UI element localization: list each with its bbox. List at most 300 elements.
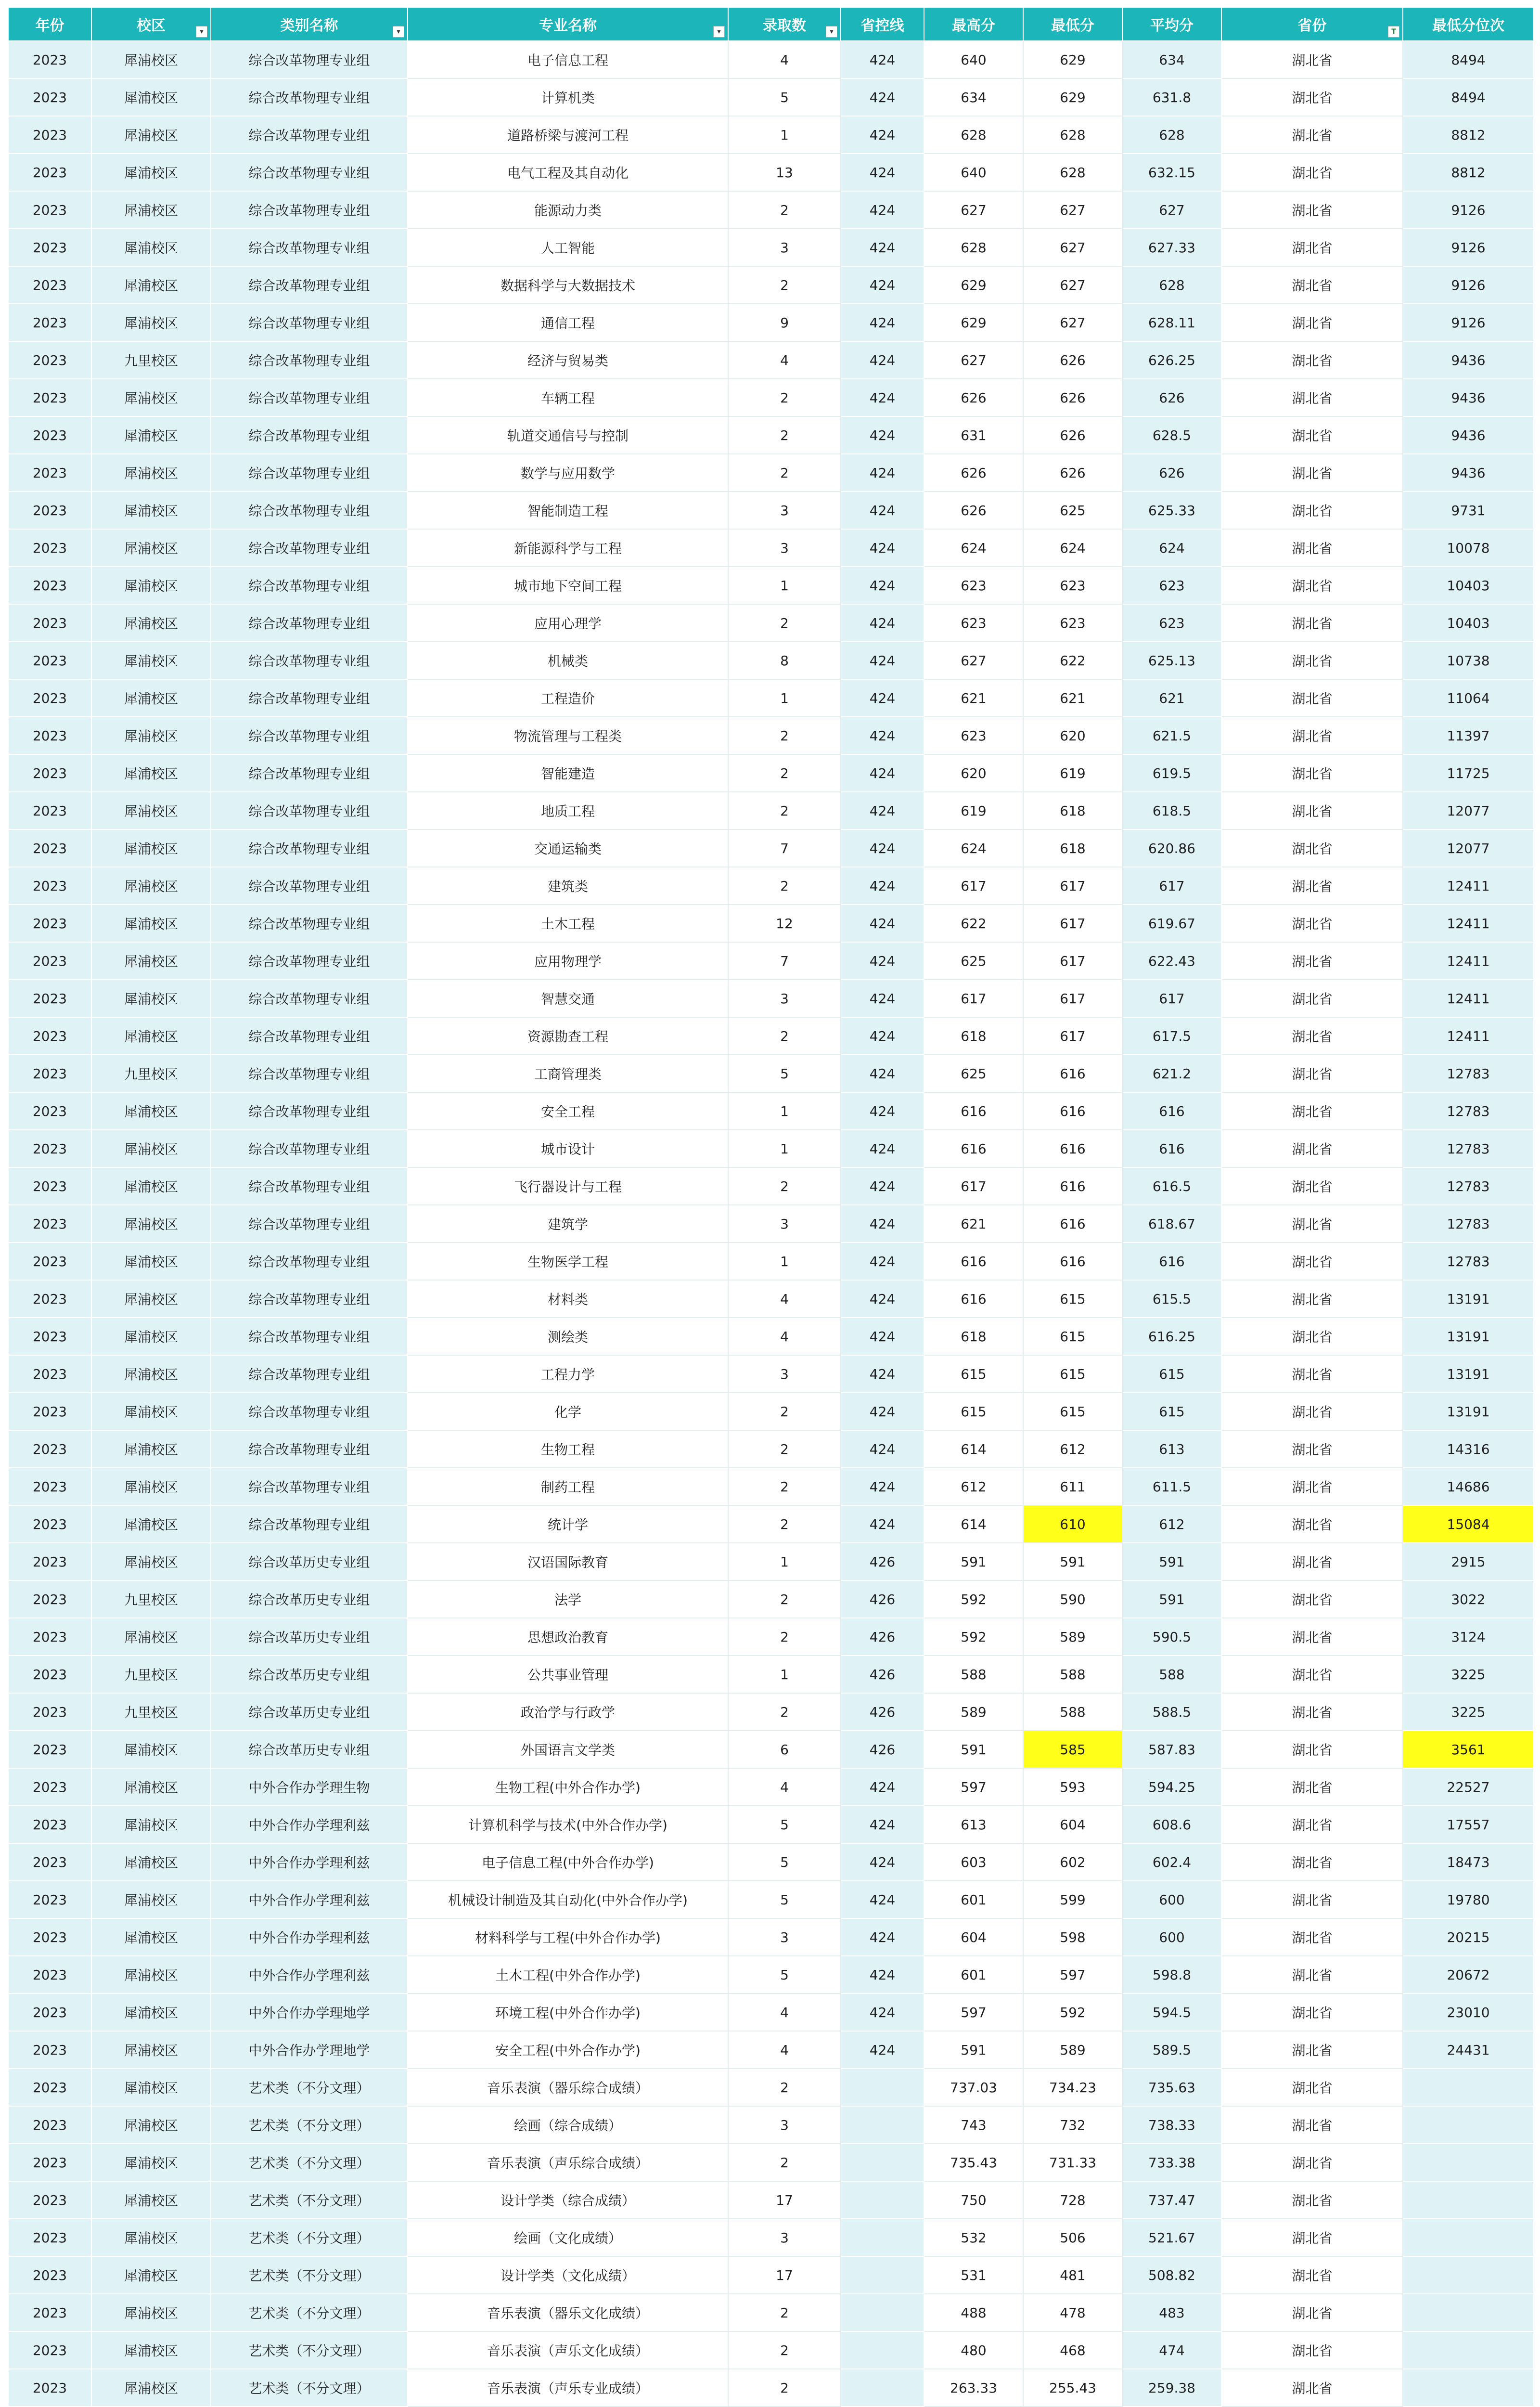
cell-control-line[interactable]: 424 [841,78,924,116]
cell-avg-score[interactable]: 618.67 [1122,1205,1221,1242]
cell-year[interactable]: 2023 [8,1993,91,2031]
cell-campus[interactable]: 犀浦校区 [91,1318,211,1355]
cell-campus[interactable]: 犀浦校区 [91,191,211,229]
cell-category[interactable]: 综合改革物理专业组 [211,1505,408,1543]
cell-min-rank[interactable]: 8494 [1403,78,1534,116]
cell-avg-score[interactable]: 613 [1122,1430,1221,1468]
cell-province[interactable]: 湖北省 [1221,2256,1403,2294]
cell-campus[interactable]: 犀浦校区 [91,229,211,266]
cell-province[interactable]: 湖北省 [1221,2181,1403,2219]
cell-min-score[interactable]: 617 [1023,942,1122,980]
cell-control-line[interactable]: 426 [841,1580,924,1618]
cell-year[interactable]: 2023 [8,379,91,416]
cell-avg-score[interactable]: 588.5 [1122,1693,1221,1731]
cell-avg-score[interactable]: 600 [1122,1881,1221,1918]
cell-year[interactable]: 2023 [8,529,91,567]
cell-admitted[interactable]: 2 [728,1693,841,1731]
cell-avg-score[interactable]: 738.33 [1122,2106,1221,2144]
cell-avg-score[interactable]: 602.4 [1122,1843,1221,1881]
cell-province[interactable]: 湖北省 [1221,942,1403,980]
cell-admitted[interactable]: 5 [728,1881,841,1918]
cell-admitted[interactable]: 2 [728,1505,841,1543]
cell-campus[interactable]: 犀浦校区 [91,2106,211,2144]
cell-province[interactable]: 湖北省 [1221,1318,1403,1355]
cell-campus[interactable]: 犀浦校区 [91,116,211,154]
cell-min-rank[interactable]: 17557 [1403,1806,1534,1843]
cell-province[interactable]: 湖北省 [1221,717,1403,754]
cell-min-rank[interactable]: 10403 [1403,604,1534,642]
cell-major[interactable]: 工程造价 [408,679,728,717]
cell-min-score[interactable]: 734.23 [1023,2069,1122,2106]
cell-admitted[interactable]: 4 [728,1768,841,1806]
cell-avg-score[interactable]: 617 [1122,980,1221,1017]
cell-control-line[interactable]: 424 [841,1468,924,1505]
cell-max-score[interactable]: 629 [924,304,1023,341]
cell-major[interactable]: 轨道交通信号与控制 [408,416,728,454]
cell-avg-score[interactable]: 615 [1122,1355,1221,1393]
cell-province[interactable]: 湖北省 [1221,2069,1403,2106]
cell-province[interactable]: 湖北省 [1221,1280,1403,1318]
cell-campus[interactable]: 犀浦校区 [91,1881,211,1918]
cell-campus[interactable]: 犀浦校区 [91,829,211,867]
cell-category[interactable]: 综合改革物理专业组 [211,116,408,154]
cell-control-line[interactable] [841,2181,924,2219]
cell-campus[interactable]: 犀浦校区 [91,604,211,642]
cell-major[interactable]: 应用物理学 [408,942,728,980]
cell-admitted[interactable]: 2 [728,379,841,416]
cell-campus[interactable]: 犀浦校区 [91,304,211,341]
cell-province[interactable]: 湖北省 [1221,2294,1403,2331]
cell-min-rank[interactable]: 10403 [1403,567,1534,604]
cell-min-score[interactable]: 599 [1023,1881,1122,1918]
cell-major[interactable]: 统计学 [408,1505,728,1543]
cell-major[interactable]: 土木工程(中外合作办学) [408,1956,728,1993]
cell-major[interactable]: 公共事业管理 [408,1656,728,1693]
cell-min-score[interactable]: 618 [1023,792,1122,829]
cell-year[interactable]: 2023 [8,1843,91,1881]
cell-category[interactable]: 艺术类（不分文理） [211,2331,408,2369]
cell-major[interactable]: 外国语言文学类 [408,1731,728,1768]
cell-year[interactable]: 2023 [8,1806,91,1843]
cell-category[interactable]: 综合改革物理专业组 [211,529,408,567]
cell-province[interactable]: 湖北省 [1221,642,1403,679]
cell-province[interactable]: 湖北省 [1221,1993,1403,2031]
cell-year[interactable]: 2023 [8,1167,91,1205]
cell-campus[interactable]: 犀浦校区 [91,1768,211,1806]
cell-category[interactable]: 综合改革历史专业组 [211,1656,408,1693]
cell-min-rank[interactable]: 8812 [1403,116,1534,154]
cell-province[interactable]: 湖北省 [1221,266,1403,304]
cell-admitted[interactable]: 5 [728,1956,841,1993]
cell-campus[interactable]: 犀浦校区 [91,492,211,529]
cell-min-score[interactable]: 468 [1023,2331,1122,2369]
cell-min-rank[interactable]: 12077 [1403,792,1534,829]
cell-control-line[interactable]: 424 [841,867,924,905]
cell-max-score[interactable]: 626 [924,454,1023,492]
cell-province[interactable]: 湖北省 [1221,604,1403,642]
cell-min-rank[interactable]: 9436 [1403,454,1534,492]
cell-admitted[interactable]: 3 [728,2106,841,2144]
cell-major[interactable]: 物流管理与工程类 [408,717,728,754]
cell-min-score[interactable]: 615 [1023,1355,1122,1393]
cell-category[interactable]: 综合改革物理专业组 [211,754,408,792]
cell-year[interactable]: 2023 [8,2369,91,2407]
cell-min-rank[interactable]: 12411 [1403,1017,1534,1055]
filter-dropdown-icon[interactable]: ▾ [826,26,837,38]
cell-campus[interactable]: 九里校区 [91,1580,211,1618]
cell-admitted[interactable]: 2 [728,2294,841,2331]
cell-control-line[interactable]: 424 [841,642,924,679]
cell-admitted[interactable]: 3 [728,529,841,567]
cell-province[interactable]: 湖北省 [1221,754,1403,792]
cell-category[interactable]: 综合改革物理专业组 [211,1167,408,1205]
cell-category[interactable]: 综合改革物理专业组 [211,604,408,642]
cell-major[interactable]: 音乐表演（器乐文化成绩） [408,2294,728,2331]
cell-max-score[interactable]: 623 [924,567,1023,604]
cell-min-score[interactable]: 728 [1023,2181,1122,2219]
cell-control-line[interactable]: 424 [841,1242,924,1280]
cell-major[interactable]: 工商管理类 [408,1055,728,1092]
cell-year[interactable]: 2023 [8,2031,91,2069]
cell-control-line[interactable]: 424 [841,717,924,754]
cell-avg-score[interactable]: 608.6 [1122,1806,1221,1843]
cell-major[interactable]: 绘画（综合成绩） [408,2106,728,2144]
cell-min-score[interactable]: 626 [1023,416,1122,454]
cell-year[interactable]: 2023 [8,1092,91,1130]
cell-min-rank[interactable] [1403,2106,1534,2144]
cell-major[interactable]: 化学 [408,1393,728,1430]
cell-year[interactable]: 2023 [8,905,91,942]
cell-min-rank[interactable]: 12783 [1403,1242,1534,1280]
cell-province[interactable]: 湖北省 [1221,1167,1403,1205]
filter-dropdown-icon[interactable]: ▾ [393,26,404,38]
cell-campus[interactable]: 犀浦校区 [91,2069,211,2106]
cell-province[interactable]: 湖北省 [1221,2369,1403,2407]
cell-max-score[interactable]: 735.43 [924,2144,1023,2181]
cell-avg-score[interactable]: 627.33 [1122,229,1221,266]
cell-campus[interactable]: 犀浦校区 [91,2294,211,2331]
cell-avg-score[interactable]: 733.38 [1122,2144,1221,2181]
cell-min-rank[interactable] [1403,2369,1534,2407]
cell-admitted[interactable]: 2 [728,454,841,492]
cell-year[interactable]: 2023 [8,2219,91,2256]
cell-min-score[interactable]: 617 [1023,980,1122,1017]
cell-control-line[interactable]: 424 [841,1918,924,1956]
cell-year[interactable]: 2023 [8,1318,91,1355]
cell-category[interactable]: 综合改革历史专业组 [211,1731,408,1768]
cell-year[interactable]: 2023 [8,1242,91,1280]
cell-category[interactable]: 艺术类（不分文理） [211,2294,408,2331]
cell-province[interactable]: 湖北省 [1221,416,1403,454]
cell-avg-score[interactable]: 616 [1122,1130,1221,1167]
cell-campus[interactable]: 犀浦校区 [91,78,211,116]
cell-admitted[interactable]: 17 [728,2256,841,2294]
cell-category[interactable]: 综合改革物理专业组 [211,154,408,191]
cell-admitted[interactable]: 1 [728,1092,841,1130]
cell-control-line[interactable] [841,2331,924,2369]
cell-min-score[interactable]: 616 [1023,1242,1122,1280]
cell-min-score[interactable]: 588 [1023,1693,1122,1731]
cell-category[interactable]: 综合改革物理专业组 [211,642,408,679]
cell-year[interactable]: 2023 [8,1918,91,1956]
cell-control-line[interactable]: 424 [841,116,924,154]
cell-year[interactable]: 2023 [8,304,91,341]
cell-max-score[interactable]: 591 [924,1543,1023,1580]
cell-avg-score[interactable]: 615.5 [1122,1280,1221,1318]
cell-major[interactable]: 政治学与行政学 [408,1693,728,1731]
cell-min-score[interactable]: 629 [1023,78,1122,116]
cell-min-score[interactable]: 625 [1023,492,1122,529]
cell-max-score[interactable]: 617 [924,1167,1023,1205]
cell-province[interactable]: 湖北省 [1221,567,1403,604]
cell-major[interactable]: 飞行器设计与工程 [408,1167,728,1205]
cell-avg-score[interactable]: 598.8 [1122,1956,1221,1993]
cell-year[interactable]: 2023 [8,1580,91,1618]
cell-province[interactable]: 湖北省 [1221,1543,1403,1580]
cell-major[interactable]: 城市设计 [408,1130,728,1167]
cell-category[interactable]: 艺术类（不分文理） [211,2369,408,2407]
cell-province[interactable]: 湖北省 [1221,1580,1403,1618]
cell-major[interactable]: 资源勘查工程 [408,1017,728,1055]
cell-max-score[interactable]: 640 [924,41,1023,78]
filter-dropdown-icon[interactable]: ▾ [196,26,207,38]
cell-avg-score[interactable]: 627 [1122,191,1221,229]
cell-min-score[interactable]: 626 [1023,379,1122,416]
cell-campus[interactable]: 犀浦校区 [91,1618,211,1656]
cell-max-score[interactable]: 627 [924,642,1023,679]
cell-year[interactable]: 2023 [8,1956,91,1993]
cell-admitted[interactable]: 5 [728,1055,841,1092]
cell-major[interactable]: 地质工程 [408,792,728,829]
cell-min-score[interactable]: 588 [1023,1656,1122,1693]
cell-admitted[interactable]: 1 [728,567,841,604]
cell-year[interactable]: 2023 [8,454,91,492]
cell-avg-score[interactable]: 628.11 [1122,304,1221,341]
cell-min-score[interactable]: 616 [1023,1205,1122,1242]
cell-major[interactable]: 测绘类 [408,1318,728,1355]
cell-campus[interactable]: 犀浦校区 [91,1843,211,1881]
cell-min-rank[interactable]: 14316 [1403,1430,1534,1468]
cell-campus[interactable]: 犀浦校区 [91,754,211,792]
cell-min-rank[interactable] [1403,2144,1534,2181]
cell-admitted[interactable]: 4 [728,2031,841,2069]
cell-control-line[interactable]: 424 [841,154,924,191]
cell-major[interactable]: 生物工程 [408,1430,728,1468]
cell-min-score[interactable]: 619 [1023,754,1122,792]
cell-year[interactable]: 2023 [8,2144,91,2181]
cell-category[interactable]: 综合改革物理专业组 [211,41,408,78]
cell-min-score[interactable]: 731.33 [1023,2144,1122,2181]
cell-campus[interactable]: 犀浦校区 [91,2219,211,2256]
cell-admitted[interactable]: 13 [728,154,841,191]
cell-campus[interactable]: 九里校区 [91,1656,211,1693]
cell-campus[interactable]: 犀浦校区 [91,792,211,829]
cell-control-line[interactable]: 424 [841,1881,924,1918]
cell-campus[interactable]: 犀浦校区 [91,1731,211,1768]
cell-campus[interactable]: 犀浦校区 [91,2144,211,2181]
cell-max-score[interactable]: 624 [924,829,1023,867]
cell-avg-score[interactable]: 521.67 [1122,2219,1221,2256]
cell-campus[interactable]: 犀浦校区 [91,867,211,905]
cell-min-rank[interactable]: 3225 [1403,1656,1534,1693]
cell-avg-score[interactable]: 619.67 [1122,905,1221,942]
cell-control-line[interactable] [841,2369,924,2407]
cell-campus[interactable]: 犀浦校区 [91,379,211,416]
cell-province[interactable]: 湖北省 [1221,1393,1403,1430]
cell-category[interactable]: 综合改革物理专业组 [211,567,408,604]
cell-avg-score[interactable]: 622.43 [1122,942,1221,980]
cell-province[interactable]: 湖北省 [1221,1881,1403,1918]
cell-province[interactable]: 湖北省 [1221,1355,1403,1393]
cell-admitted[interactable]: 12 [728,905,841,942]
cell-category[interactable]: 综合改革物理专业组 [211,1242,408,1280]
cell-province[interactable]: 湖北省 [1221,1505,1403,1543]
cell-min-rank[interactable]: 11064 [1403,679,1534,717]
cell-province[interactable]: 湖北省 [1221,341,1403,379]
cell-min-score[interactable]: 593 [1023,1768,1122,1806]
cell-control-line[interactable]: 424 [841,567,924,604]
cell-control-line[interactable]: 424 [841,1355,924,1393]
cell-year[interactable]: 2023 [8,717,91,754]
cell-max-score[interactable]: 621 [924,1205,1023,1242]
cell-max-score[interactable]: 743 [924,2106,1023,2144]
cell-year[interactable]: 2023 [8,1656,91,1693]
cell-category[interactable]: 综合改革物理专业组 [211,867,408,905]
cell-campus[interactable]: 犀浦校区 [91,41,211,78]
cell-province[interactable]: 湖北省 [1221,492,1403,529]
cell-year[interactable]: 2023 [8,191,91,229]
cell-campus[interactable]: 犀浦校区 [91,1092,211,1130]
cell-min-score[interactable]: 604 [1023,1806,1122,1843]
cell-min-rank[interactable]: 11725 [1403,754,1534,792]
cell-avg-score[interactable]: 594.25 [1122,1768,1221,1806]
cell-max-score[interactable]: 618 [924,1318,1023,1355]
cell-campus[interactable]: 犀浦校区 [91,1242,211,1280]
cell-major[interactable]: 车辆工程 [408,379,728,416]
cell-admitted[interactable]: 8 [728,642,841,679]
cell-year[interactable]: 2023 [8,1881,91,1918]
cell-min-score[interactable]: 627 [1023,229,1122,266]
cell-max-score[interactable]: 619 [924,792,1023,829]
cell-category[interactable]: 中外合作办学理地学 [211,2031,408,2069]
cell-category[interactable]: 综合改革物理专业组 [211,379,408,416]
cell-province[interactable]: 湖北省 [1221,1956,1403,1993]
cell-min-rank[interactable]: 2915 [1403,1543,1534,1580]
cell-avg-score[interactable]: 631.8 [1122,78,1221,116]
cell-admitted[interactable]: 5 [728,1806,841,1843]
cell-major[interactable]: 数据科学与大数据技术 [408,266,728,304]
cell-control-line[interactable]: 424 [841,604,924,642]
cell-avg-score[interactable]: 626 [1122,454,1221,492]
cell-admitted[interactable]: 6 [728,1731,841,1768]
cell-avg-score[interactable]: 632.15 [1122,154,1221,191]
cell-admitted[interactable]: 2 [728,792,841,829]
cell-max-score[interactable]: 620 [924,754,1023,792]
cell-province[interactable]: 湖北省 [1221,905,1403,942]
cell-control-line[interactable]: 424 [841,1205,924,1242]
cell-avg-score[interactable]: 611.5 [1122,1468,1221,1505]
cell-control-line[interactable]: 424 [841,829,924,867]
cell-province[interactable]: 湖北省 [1221,1468,1403,1505]
cell-min-score[interactable]: 585 [1023,1731,1122,1768]
cell-year[interactable]: 2023 [8,1693,91,1731]
cell-min-rank[interactable]: 18473 [1403,1843,1534,1881]
cell-control-line[interactable] [841,2106,924,2144]
cell-year[interactable]: 2023 [8,679,91,717]
cell-category[interactable]: 综合改革物理专业组 [211,454,408,492]
cell-category[interactable]: 综合改革物理专业组 [211,1430,408,1468]
cell-max-score[interactable]: 614 [924,1430,1023,1468]
cell-year[interactable]: 2023 [8,829,91,867]
cell-min-score[interactable]: 628 [1023,154,1122,191]
cell-admitted[interactable]: 2 [728,1167,841,1205]
cell-major[interactable]: 人工智能 [408,229,728,266]
cell-major[interactable]: 交通运输类 [408,829,728,867]
cell-campus[interactable]: 九里校区 [91,341,211,379]
cell-max-score[interactable]: 597 [924,1993,1023,2031]
cell-min-rank[interactable]: 3225 [1403,1693,1534,1731]
cell-min-score[interactable]: 618 [1023,829,1122,867]
cell-major[interactable]: 绘画（文化成绩） [408,2219,728,2256]
cell-avg-score[interactable]: 626 [1122,379,1221,416]
cell-province[interactable]: 湖北省 [1221,1918,1403,1956]
cell-province[interactable]: 湖北省 [1221,1843,1403,1881]
cell-campus[interactable]: 犀浦校区 [91,2181,211,2219]
cell-control-line[interactable]: 424 [841,1130,924,1167]
cell-category[interactable]: 中外合作办学理利兹 [211,1956,408,1993]
cell-min-rank[interactable]: 22527 [1403,1768,1534,1806]
cell-major[interactable]: 安全工程 [408,1092,728,1130]
cell-province[interactable]: 湖北省 [1221,78,1403,116]
cell-control-line[interactable]: 424 [841,1017,924,1055]
cell-admitted[interactable]: 2 [728,266,841,304]
cell-campus[interactable]: 犀浦校区 [91,154,211,191]
cell-campus[interactable]: 犀浦校区 [91,416,211,454]
cell-year[interactable]: 2023 [8,1280,91,1318]
cell-min-rank[interactable]: 12411 [1403,905,1534,942]
cell-category[interactable]: 综合改革物理专业组 [211,492,408,529]
cell-category[interactable]: 综合改革物理专业组 [211,980,408,1017]
cell-category[interactable]: 综合改革物理专业组 [211,78,408,116]
cell-max-score[interactable]: 628 [924,229,1023,266]
cell-province[interactable]: 湖北省 [1221,529,1403,567]
cell-campus[interactable]: 犀浦校区 [91,2369,211,2407]
cell-min-score[interactable]: 481 [1023,2256,1122,2294]
cell-admitted[interactable]: 2 [728,867,841,905]
cell-min-rank[interactable]: 9436 [1403,341,1534,379]
cell-major[interactable]: 电子信息工程 [408,41,728,78]
cell-category[interactable]: 综合改革物理专业组 [211,191,408,229]
cell-avg-score[interactable]: 621.2 [1122,1055,1221,1092]
cell-admitted[interactable]: 3 [728,2219,841,2256]
cell-province[interactable]: 湖北省 [1221,1693,1403,1731]
cell-admitted[interactable]: 2 [728,2331,841,2369]
cell-min-score[interactable]: 617 [1023,1017,1122,1055]
cell-max-score[interactable]: 626 [924,492,1023,529]
cell-min-rank[interactable]: 9436 [1403,416,1534,454]
cell-control-line[interactable] [841,2294,924,2331]
cell-admitted[interactable]: 2 [728,1618,841,1656]
cell-category[interactable]: 综合改革物理专业组 [211,942,408,980]
cell-min-rank[interactable]: 9731 [1403,492,1534,529]
cell-province[interactable]: 湖北省 [1221,2031,1403,2069]
cell-admitted[interactable]: 4 [728,1318,841,1355]
cell-campus[interactable]: 犀浦校区 [91,529,211,567]
cell-min-score[interactable]: 590 [1023,1580,1122,1618]
cell-admitted[interactable]: 3 [728,492,841,529]
cell-min-rank[interactable]: 19780 [1403,1881,1534,1918]
cell-min-rank[interactable]: 12783 [1403,1130,1534,1167]
